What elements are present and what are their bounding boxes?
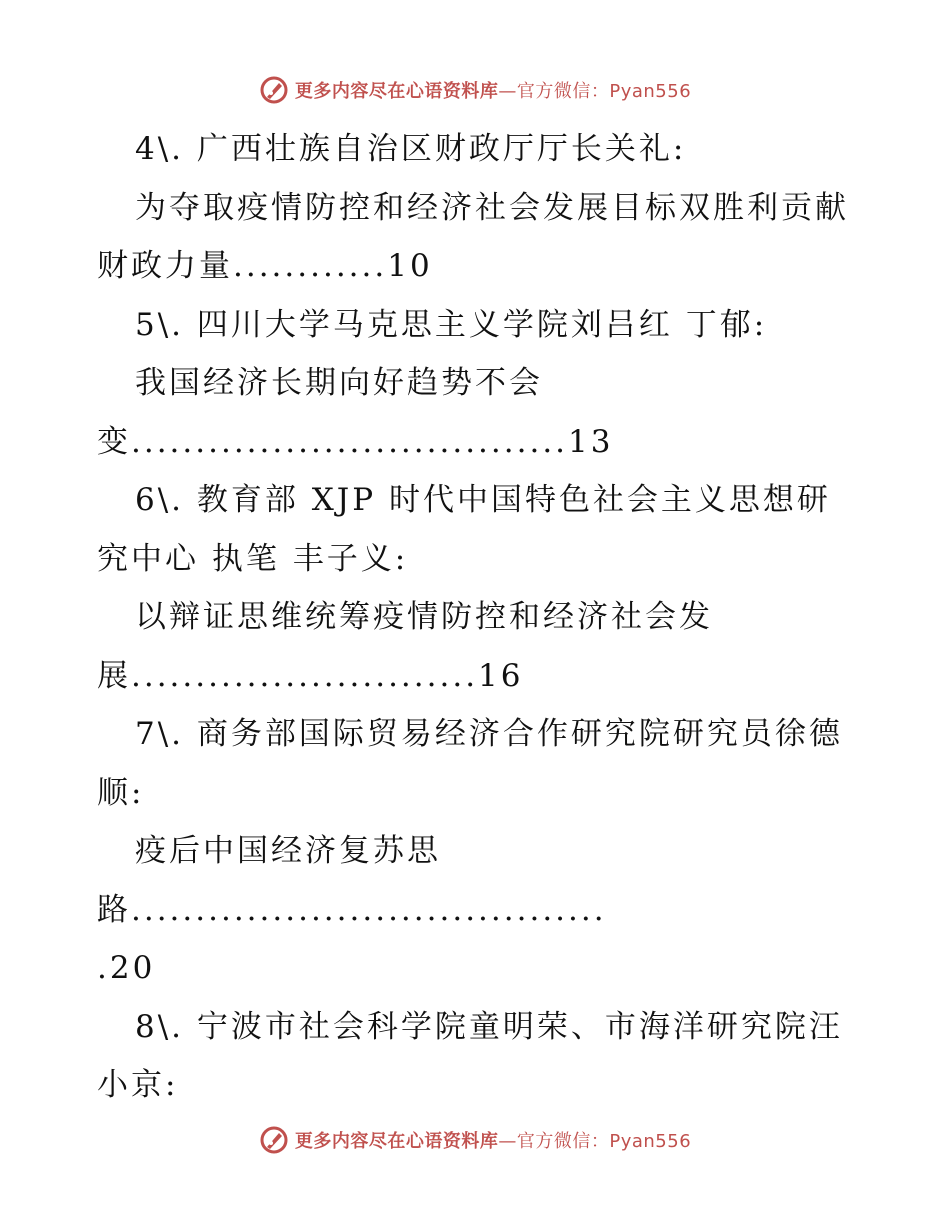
toc-line: 疫后中国经济复苏思 — [135, 833, 441, 869]
toc-line: 变..................................13 — [97, 423, 614, 460]
banner-wechat-label: 官方微信： — [516, 81, 610, 102]
banner-dash: — — [498, 81, 517, 102]
banner-site-text: 更多内容尽在心语资料库 — [294, 81, 499, 102]
toc-line: 以辩证思维统筹疫情防控和经济社会发 — [135, 599, 713, 635]
toc-line: 路..................................... — [97, 891, 607, 928]
toc-line: 4\. 广西壮族自治区财政厅厅长关礼: — [135, 131, 687, 167]
footer-banner — [0, 1120, 950, 1160]
toc-line: 5\. 四川大学马克思主义学院刘吕红 丁郁: — [135, 306, 768, 343]
banner-dash: — — [498, 1131, 517, 1152]
toc-line: 展...........................16 — [97, 657, 524, 694]
toc-line: 我国经济长期向好趋势不会 — [135, 365, 543, 401]
toc-line: .20 — [97, 950, 156, 986]
toc-line: 小京: — [97, 1067, 179, 1103]
toc-line: 为夺取疫情防控和经济社会发展目标双胜利贡献 — [135, 189, 849, 226]
toc-line: 财政力量............10 — [97, 248, 433, 284]
banner-site-text: 更多内容尽在心语资料库 — [294, 1131, 499, 1152]
toc-line: 7\. 商务部国际贸易经济合作研究院研究员徐德 — [135, 716, 843, 752]
banner-wechat-label: 官方微信： — [516, 1131, 610, 1152]
toc-line: 究中心 执笔 丰子义: — [97, 540, 409, 577]
pen-circle-logo-icon — [259, 75, 289, 105]
toc-line: 6\. 教育部 XJP 时代中国特色社会主义思想研 — [135, 482, 831, 518]
toc-content — [97, 120, 857, 1115]
banner-wechat-id: Pyan556 — [609, 81, 692, 102]
toc-line: 顺: — [97, 774, 145, 811]
banner-text — [295, 77, 691, 103]
header-banner — [0, 70, 950, 110]
toc-line: 8\. 宁波市社会科学院童明荣、市海洋研究院汪 — [135, 1008, 843, 1045]
pen-circle-logo-icon — [259, 1125, 289, 1155]
banner-text — [295, 1127, 691, 1153]
banner-wechat-id: Pyan556 — [609, 1131, 692, 1152]
